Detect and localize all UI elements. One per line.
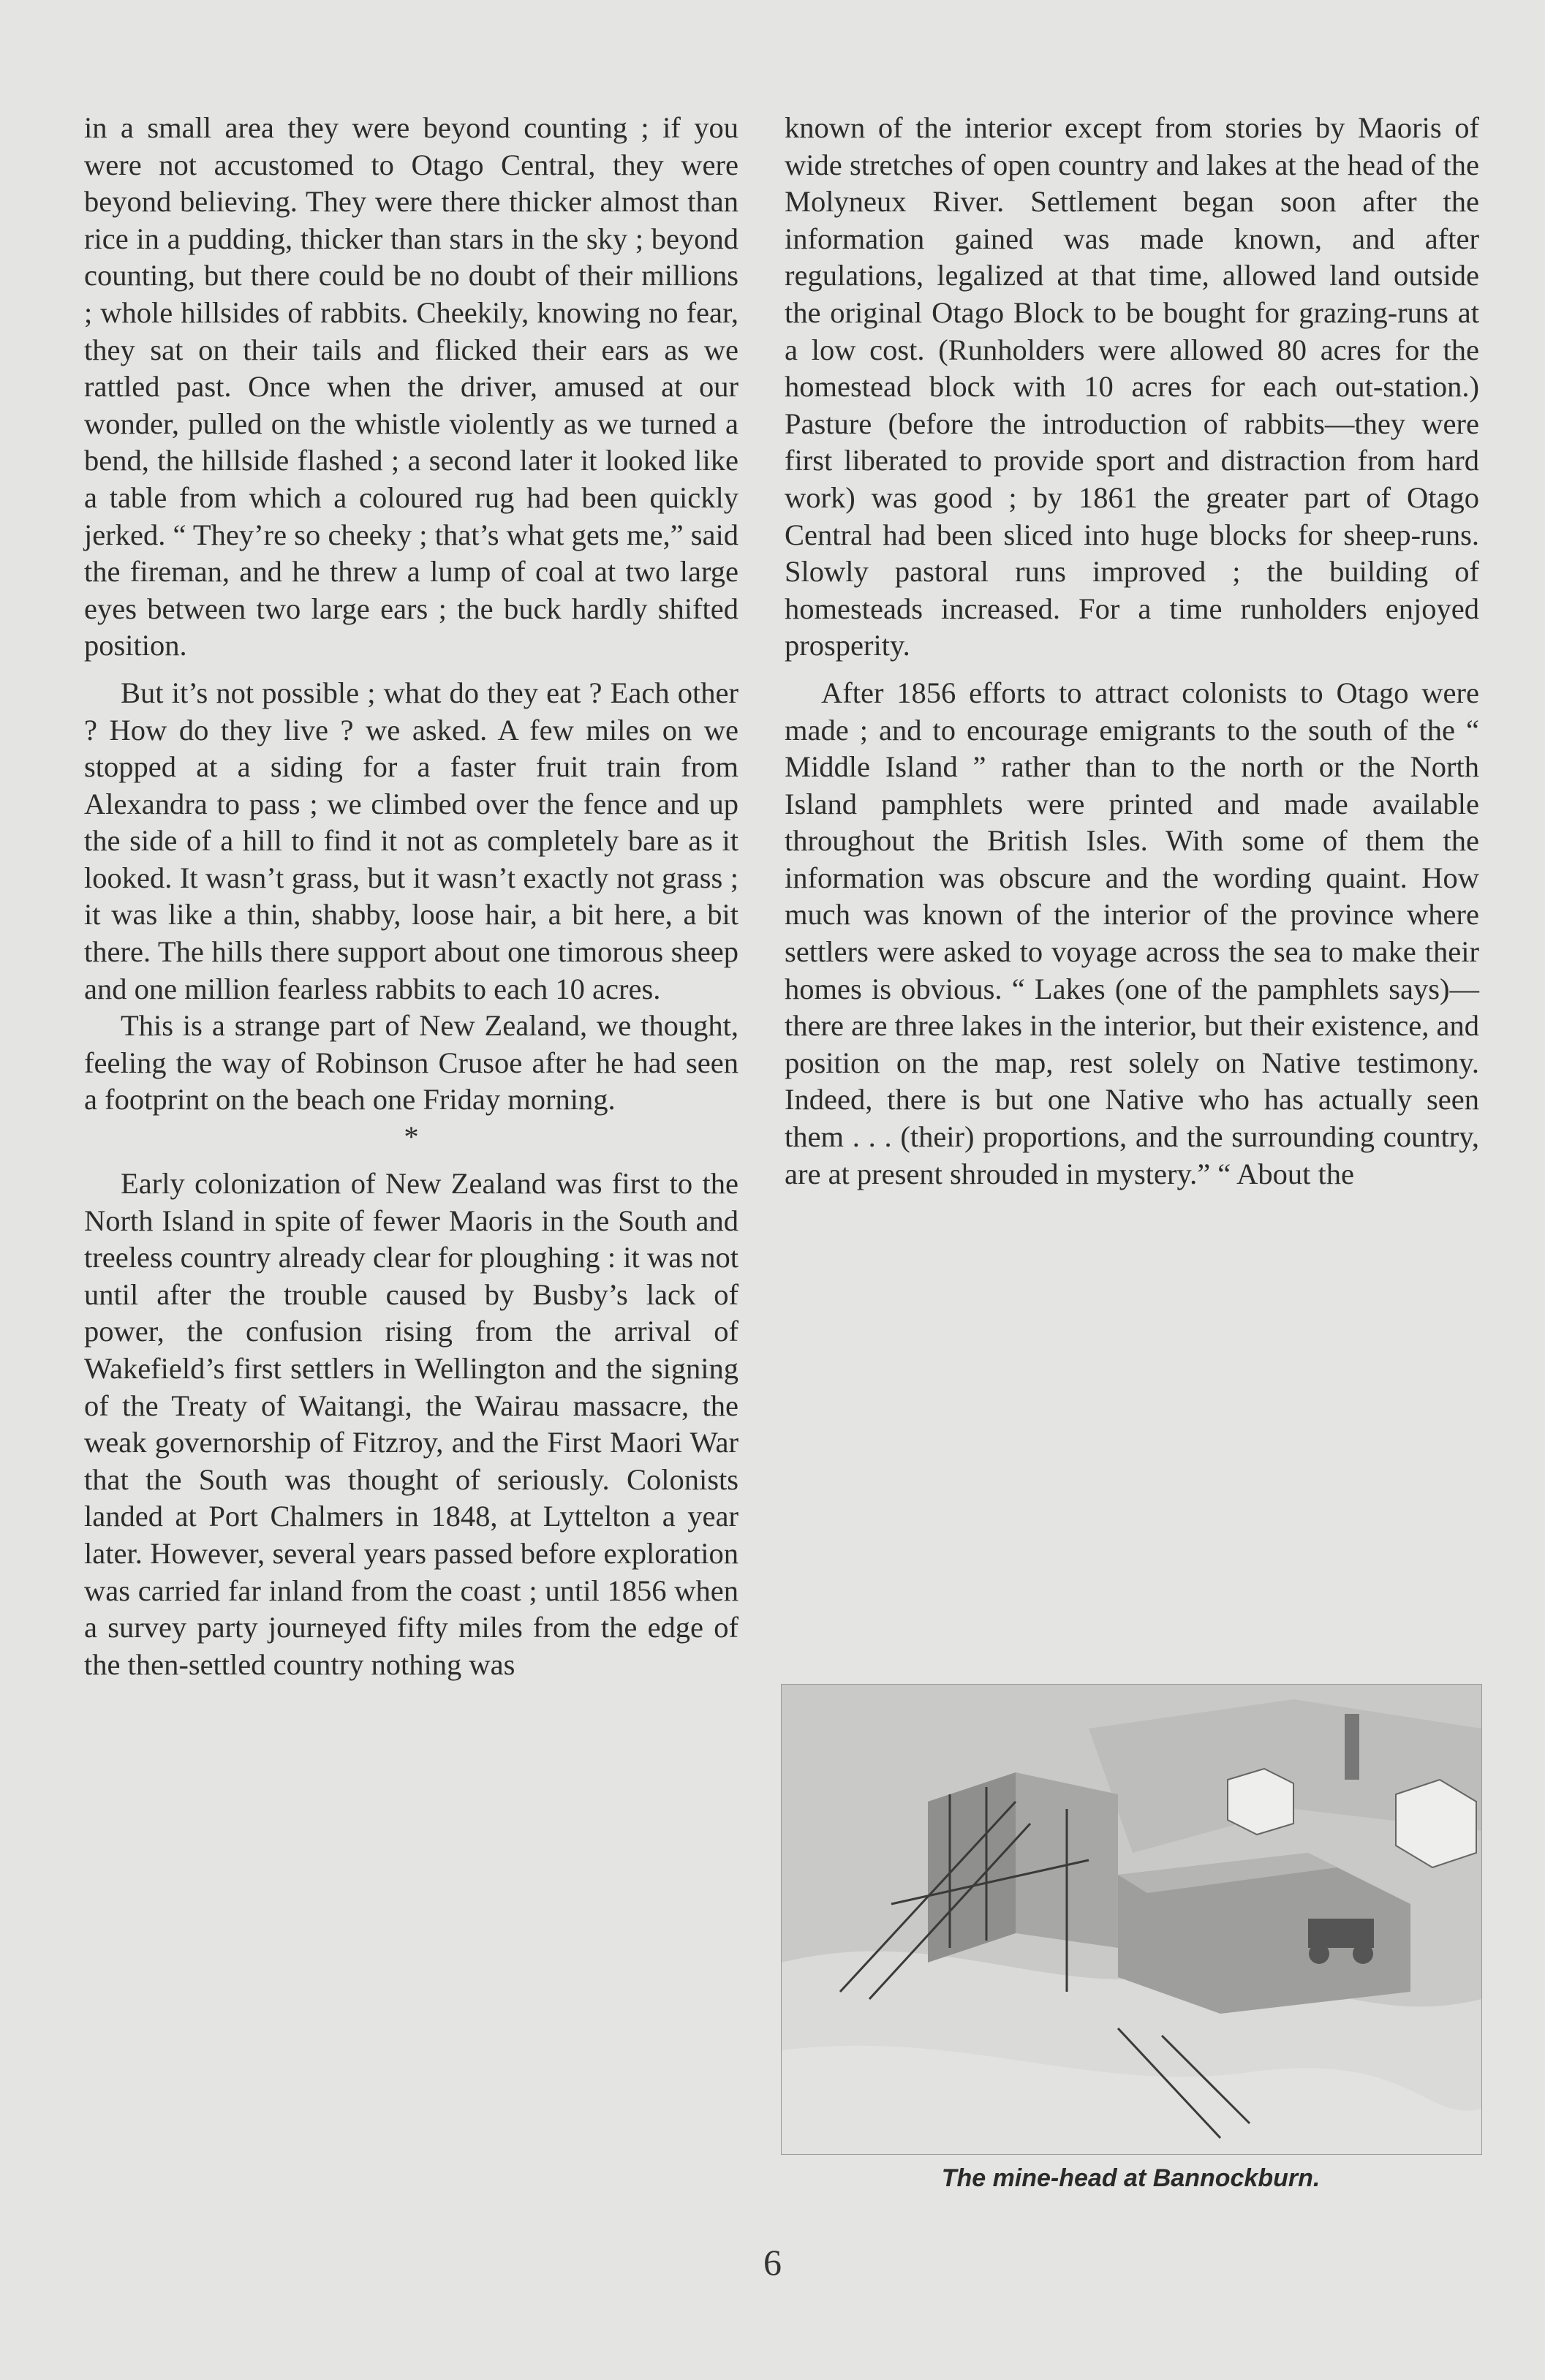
paragraph: Early colonization of New Zealand was first to the North Island in spite of fewer Maoris in the South and treeless country already clear for ploughing : it was not until after the trouble caused by Busby’s lack of power, the confusion rising from the arrival of Wakefield’s first settlers in Wellington and the signing of the Treaty of Waitangi, the Wairau massacre, the weak governorship of Fitzroy, and the First Maori War that the South was thought of seriously. Colonists landed at Port Chalmers in 1848, at Lyttelton a year later. However, several years passed before exploration was carried far inland from the coast ; until 1856 when a survey party journeyed fifty miles from the edge of the then-settled country nothing was xyxy=(84,1167,738,1681)
paragraph: After 1856 efforts to attract colonists to Otago were made ; and to encourage emigrants to the south of the “ Middle Island ” rather than to the north or the North Island pamphlets were printed and made available throughout the British Isles. With some of them the information was obscure and the wording quaint. How much was known of the interior of the province where settlers were asked to voyage across the sea to make their homes is obvious. “ Lakes (one of the pamphlets says)—there are three lakes in the interior, but their existence, and position on the map, rest solely on Native testimony. Indeed, there is but one Native who has actually seen them . . . (their) proportions, and the surrounding country, are at present shrouded in mystery.” “ About the xyxy=(785,676,1479,1190)
right-column xyxy=(785,110,1479,1193)
mine-head-illustration xyxy=(782,1685,1481,2154)
paragraph: But it’s not possible ; what do they eat ? Each other ? How do they live ? we asked. A few miles on we stopped at a siding for a faster fruit train from Alexandra to pass ; we climbed over the fence and up the side of a hill to find it not as completely bare as it looked. It wasn’t grass, but it wasn’t exactly not grass ; it was like a thin, shabby, loose hair, a bit here, a bit there. The hills there support about one timorous sheep and one million fearless rabbits to each 10 acres. xyxy=(84,676,738,1005)
figure-caption: The mine-head at Bannockburn. xyxy=(941,2164,1321,2192)
paragraph: in a small area they were beyond counting ; if you were not accustomed to Otago Central, they were beyond believing. They were there thicker almost than rice in a pudding, thicker than stars in the sky ; beyond counting, but there could be no doubt of their millions ; whole hillsides of rabbits. Cheekily, knowing no fear, they sat on their tails and flicked their ears as we rattled past. Once when the driver, amused at our wonder, pulled on the whistle violently as we turned a bend, the hillside flashed ; a second later it looked like a table from which a coloured rug had been quickly jerked. “ They’re so cheeky ; that’s what gets me,” said the fireman, and he threw a lump of coal at two large eyes between two large ears ; the buck hardly shifted position. xyxy=(84,111,738,662)
section-separator: * xyxy=(404,1120,419,1154)
paragraph: This is a strange part of New Zealand, we thought, feeling the way of Robinson Crusoe after he had seen a footprint on the beach one Friday morning. xyxy=(84,1009,738,1117)
mine-head-photo xyxy=(781,1684,1482,2155)
page-number: 6 xyxy=(763,2242,782,2283)
paragraph: known of the interior except from stories by Maoris of wide stretches of open country and lakes at the head of the Molyneux River. Settlement began soon after the information gained was made known, and after regulations, legalized at that time, allowed land outside the original Otago Block to be bought for grazing-runs at a low cost. (Runholders were allowed 80 acres for the homestead block with 10 acres for each out-station.) Pasture (before the introduction of rabbits—they were first liberated to provide sport and distraction from hard work) was good ; by 1861 the greater part of Otago Central had been sliced into huge blocks for sheep-runs. Slowly pastoral runs improved ; the building of homesteads increased. For a time runholders enjoyed prosperity. xyxy=(785,111,1479,662)
left-column xyxy=(84,110,738,1683)
